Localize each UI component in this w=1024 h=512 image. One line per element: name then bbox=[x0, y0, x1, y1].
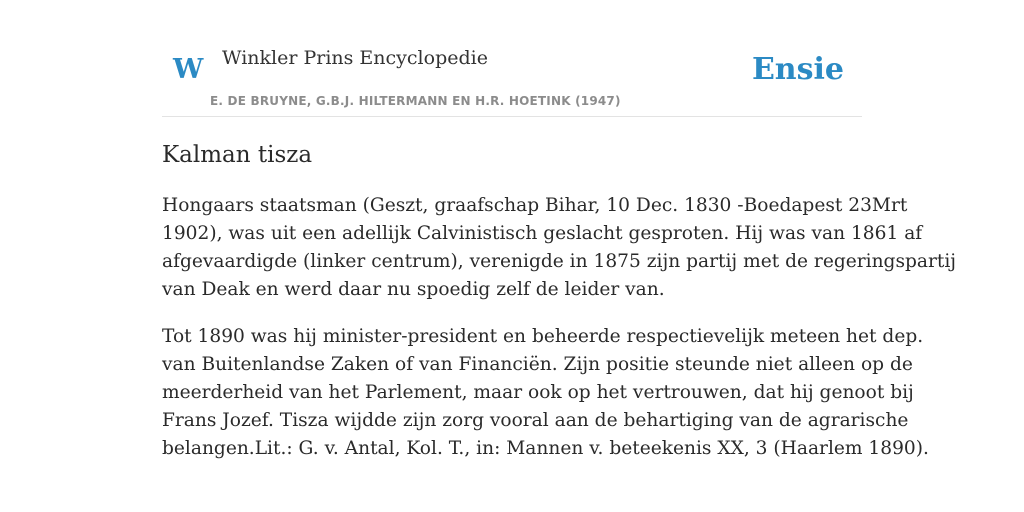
article-paragraph-1 bbox=[162, 192, 957, 304]
paragraph-line: 1902), was uit een adellijk Calvinistisch geslacht gesproten. Hij was van 1861 af bbox=[162, 223, 923, 244]
paragraph-line: Hongaars staatsman (Geszt, graafschap Bihar, 10 Dec. 1830 -Boedapest 23Mrt bbox=[162, 195, 908, 216]
site-title[interactable]: Winkler Prins Encyclopedie bbox=[222, 47, 488, 69]
paragraph-line: Frans Jozef. Tisza wijdde zijn zorg vooral aan de behartiging van de agrarische bbox=[162, 410, 909, 431]
article-title: Kalman tisza bbox=[162, 142, 313, 168]
ensie-brand-logo[interactable]: Ensie bbox=[751, 52, 844, 87]
paragraph-line: meerderheid van het Parlement, maar ook op het vertrouwen, dat hij genoot bij bbox=[162, 382, 914, 403]
site-header bbox=[162, 0, 862, 117]
page-container bbox=[162, 0, 957, 459]
paragraph-line: Tot 1890 was hij minister-president en beheerde respectievelijk meteen het dep. bbox=[162, 326, 924, 347]
paragraph-line: van Buitenlandse Zaken of van Financiën. Zijn positie steunde niet alleen op de bbox=[162, 354, 913, 375]
authors-credit: E. DE BRUYNE, G.B.J. HILTERMANN EN H.R. HOETINK (1947) bbox=[210, 94, 621, 108]
article-paragraph-2 bbox=[162, 323, 929, 463]
paragraph-line: van Deak en werd daar nu spoedig zelf de leider van. bbox=[162, 279, 665, 300]
paragraph-line: belangen.Lit.: G. v. Antal, Kol. T., in: Mannen v. beteekenis XX, 3 (Haarlem 1890). bbox=[162, 438, 929, 459]
paragraph-line: afgevaardigde (linker centrum), verenigde in 1875 zijn partij met de regeringspartij bbox=[162, 251, 957, 272]
winkler-prins-logo[interactable]: W bbox=[173, 54, 204, 85]
